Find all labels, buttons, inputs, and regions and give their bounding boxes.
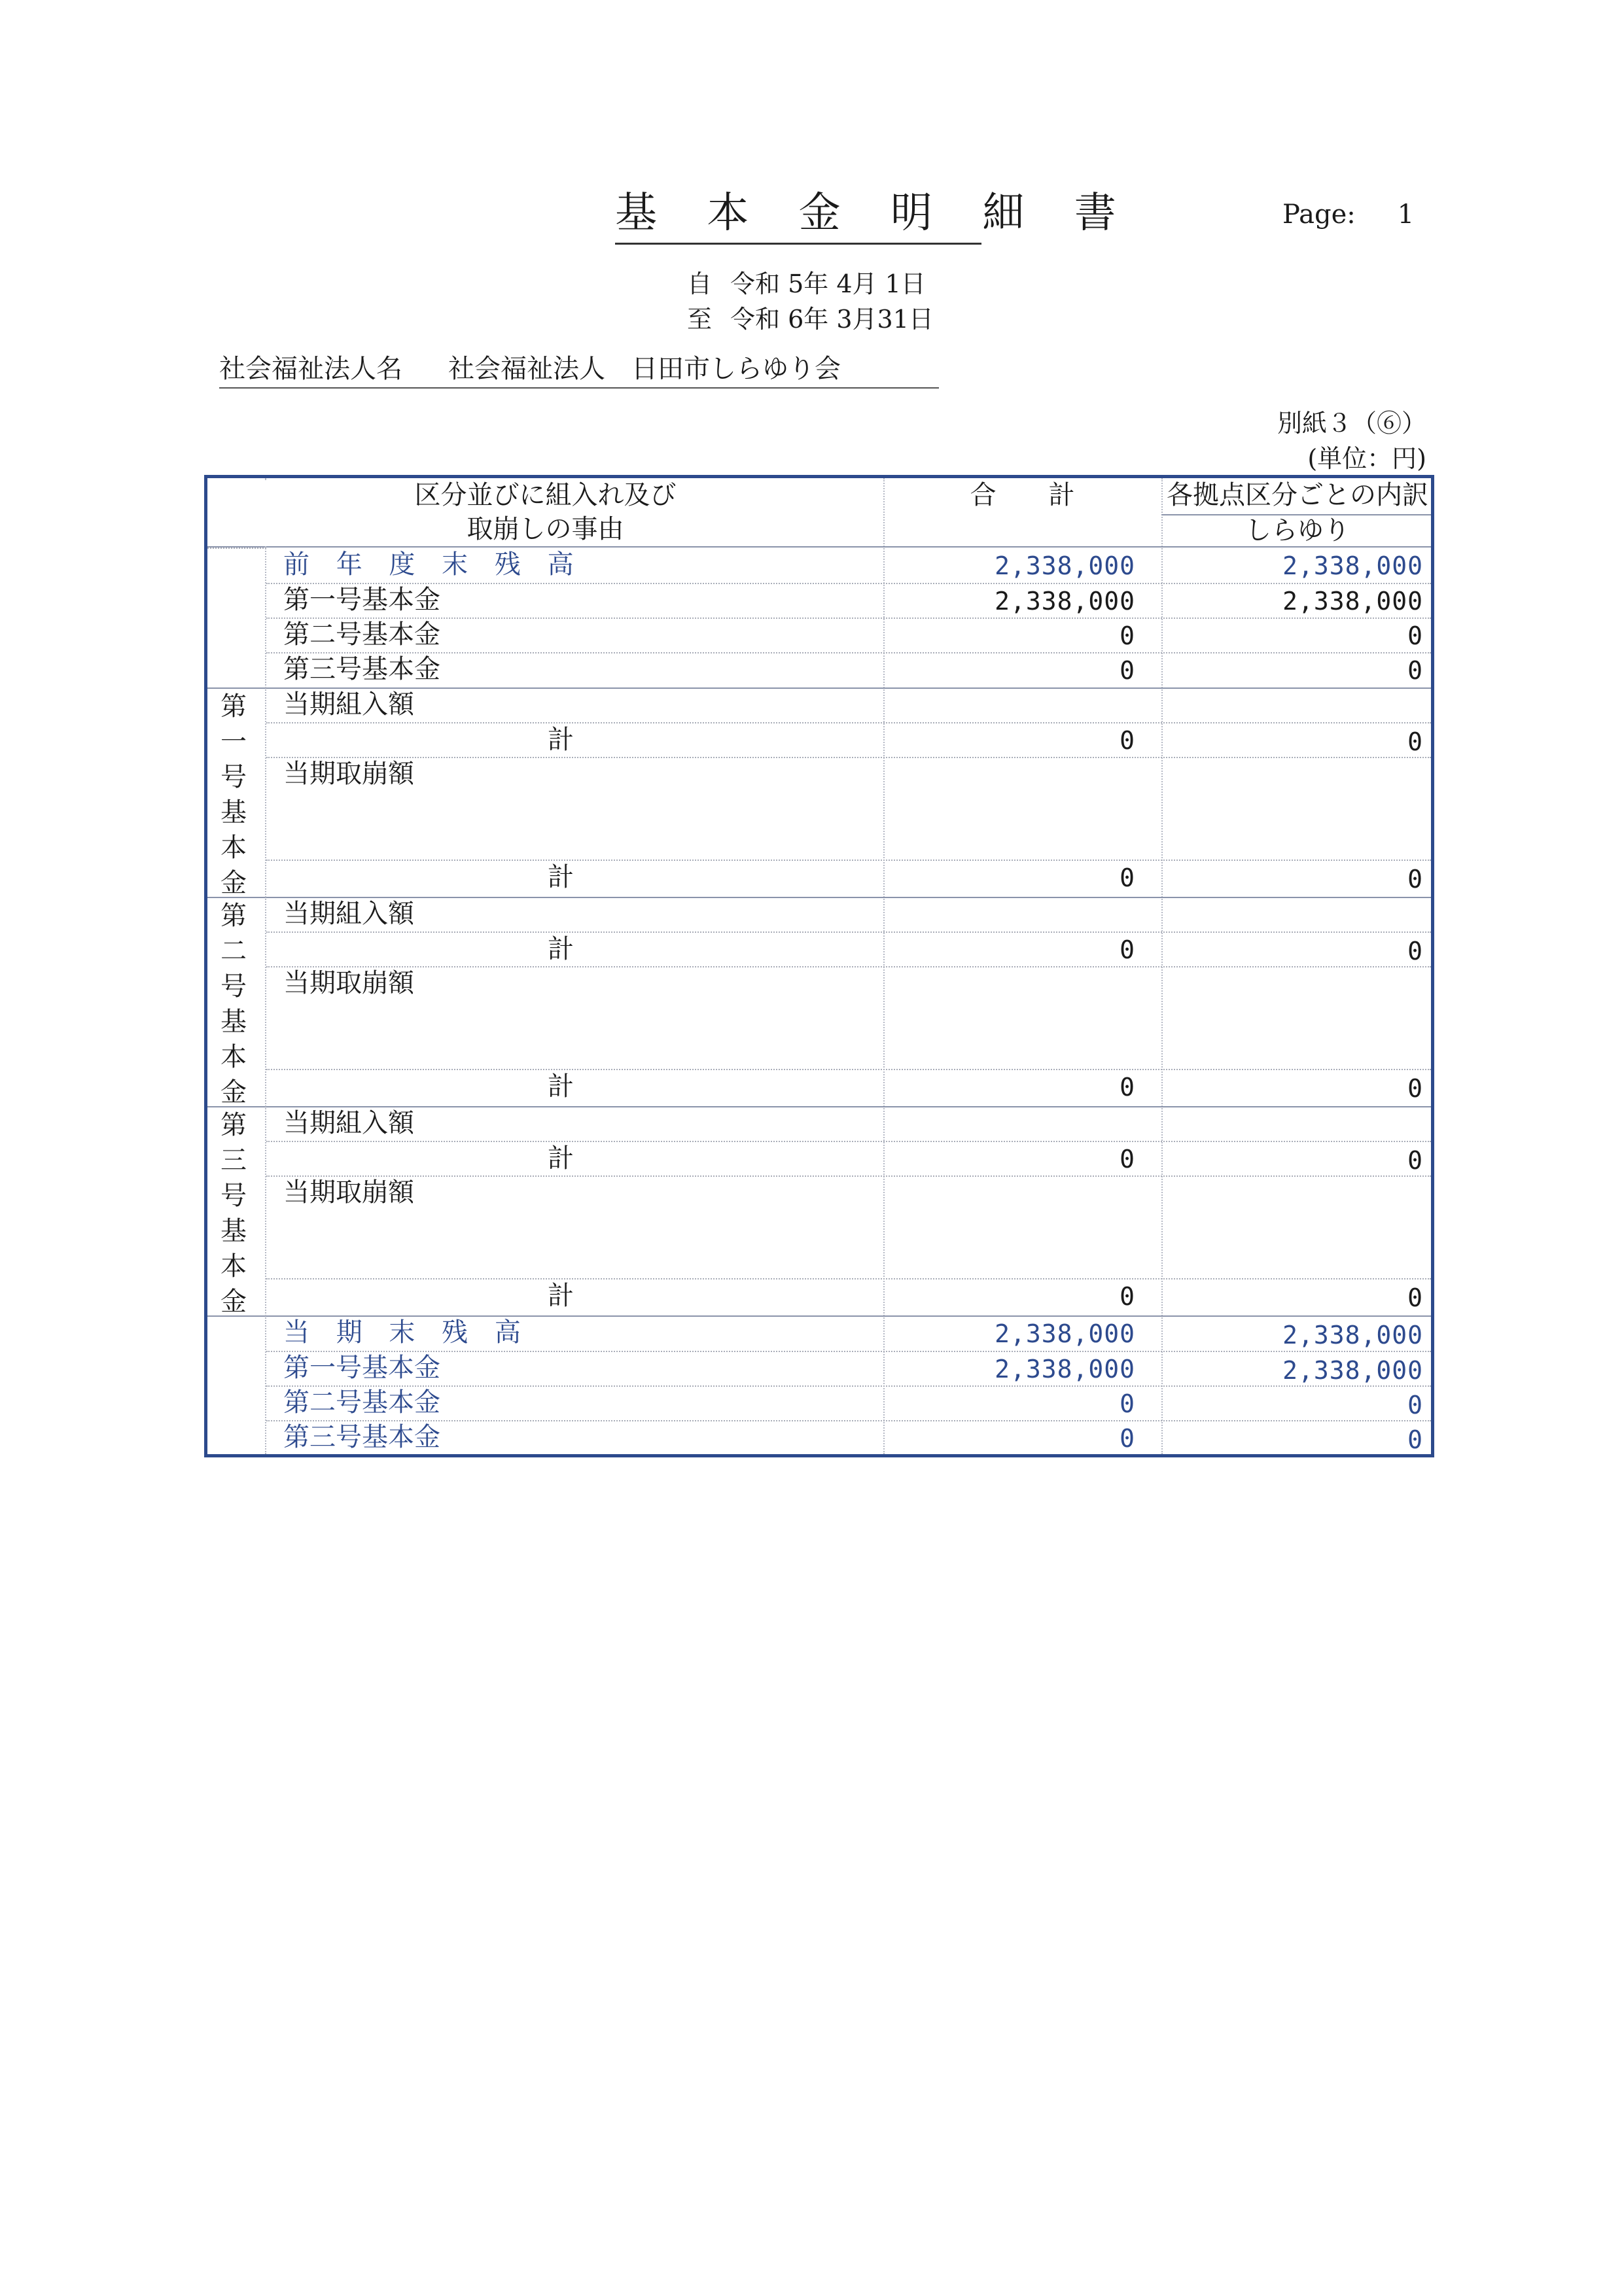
increase-subtotal-label: 計 [548,725,574,755]
column-header-category-line2: 取崩しの事由 [467,514,624,544]
increase-subtotal-site: 0 [1407,727,1423,756]
increase-subtotal-site: 0 [1407,1146,1423,1175]
opening-row-label: 第二号基本金 [283,619,440,650]
decrease-label: 当期取崩額 [283,1177,414,1208]
decrease-subtotal-site: 0 [1407,1074,1423,1103]
closing-row-site: 0 [1407,1425,1423,1454]
increase-subtotal-total: 0 [1120,935,1135,964]
closing-row-total: 0 [1120,1389,1135,1418]
opening-row-total: 0 [1120,656,1135,685]
section-column-divider [265,546,266,1454]
decrease-subtotal-label: 計 [548,1071,574,1102]
decrease-subtotal-total: 0 [1120,1282,1135,1311]
decrease-label: 当期取崩額 [283,759,414,789]
decrease-subtotal-label: 計 [548,862,574,892]
increase-subtotal-total: 0 [1120,1145,1135,1174]
column-header-category-line1: 区分並びに組入れ及び [414,480,677,510]
opening-row-site: 0 [1407,656,1423,685]
increase-subtotal-total: 0 [1120,726,1135,755]
closing-balance-total: 2,338,000 [995,1319,1135,1348]
increase-label: 当期組入額 [283,689,414,720]
period-to-prefix: 至 [687,305,713,334]
increase-label: 当期組入額 [283,1108,414,1138]
closing-row-total: 2,338,000 [995,1355,1135,1383]
closing-row-site: 0 [1407,1391,1423,1419]
decrease-subtotal-label: 計 [548,1281,574,1311]
document-title: 基 本 金 明 細 書 [615,186,981,245]
decrease-subtotal-site: 0 [1407,865,1423,894]
opening-balance-site: 2,338,000 [1282,551,1423,580]
decrease-label: 当期取崩額 [283,968,414,998]
decrease-subtotal-total: 0 [1120,1073,1135,1102]
corporation-line [219,351,939,389]
opening-row-total: 0 [1120,621,1135,650]
opening-row-label: 第一号基本金 [283,585,440,615]
corporation-label: 社会福祉法人名 [219,354,402,384]
page-indicator [1282,198,1414,232]
closing-balance-label: 当 期 末 残 高 [283,1317,530,1348]
period-to [687,302,934,336]
increase-subtotal-label: 計 [548,934,574,964]
closing-row-label: 第二号基本金 [283,1387,440,1418]
increase-subtotal-site: 0 [1407,937,1423,965]
closing-row-label: 第三号基本金 [283,1422,440,1452]
column-header-total: 合 計 [970,480,1075,510]
closing-row-total: 0 [1120,1424,1135,1453]
fund-table [204,475,1434,1457]
decrease-subtotal-total: 0 [1120,863,1135,892]
unit-label: (単位：円) [1307,444,1426,473]
section-label-first: 第 一 号 基 本 金 [221,691,247,898]
reference-label: 別紙３（⑥） [1277,409,1426,438]
period-from [687,267,926,301]
page-number: 1 [1397,200,1415,230]
opening-row-site: 0 [1407,621,1423,650]
increase-subtotal-label: 計 [548,1143,574,1174]
decrease-subtotal-site: 0 [1407,1283,1423,1312]
section-label-third: 第 三 号 基 本 金 [221,1110,247,1317]
increase-label: 当期組入額 [283,899,414,929]
opening-balance-label: 前 年 度 末 残 高 [283,549,583,580]
column-header-breakdown: 各拠点区分ごとの内訳 [1167,480,1428,510]
opening-balance-total: 2,338,000 [995,551,1135,580]
corporation-name: 社会福祉法人 日田市しらゆり会 [448,354,841,384]
closing-row-label: 第一号基本金 [283,1353,440,1383]
closing-row-site: 2,338,000 [1282,1356,1423,1385]
section-label-second: 第 二 号 基 本 金 [221,901,247,1107]
column-header-site: しらゆり [1245,515,1350,546]
closing-balance-site: 2,338,000 [1282,1321,1423,1349]
period-from-date: 令和 5年 4月 1日 [730,270,926,298]
page-label: Page: [1282,200,1356,230]
opening-row-total: 2,338,000 [995,587,1135,616]
opening-row-site: 2,338,000 [1282,587,1423,616]
period-to-date: 令和 6年 3月31日 [730,305,934,334]
period-from-prefix: 自 [687,270,713,298]
opening-row-label: 第三号基本金 [283,654,440,684]
